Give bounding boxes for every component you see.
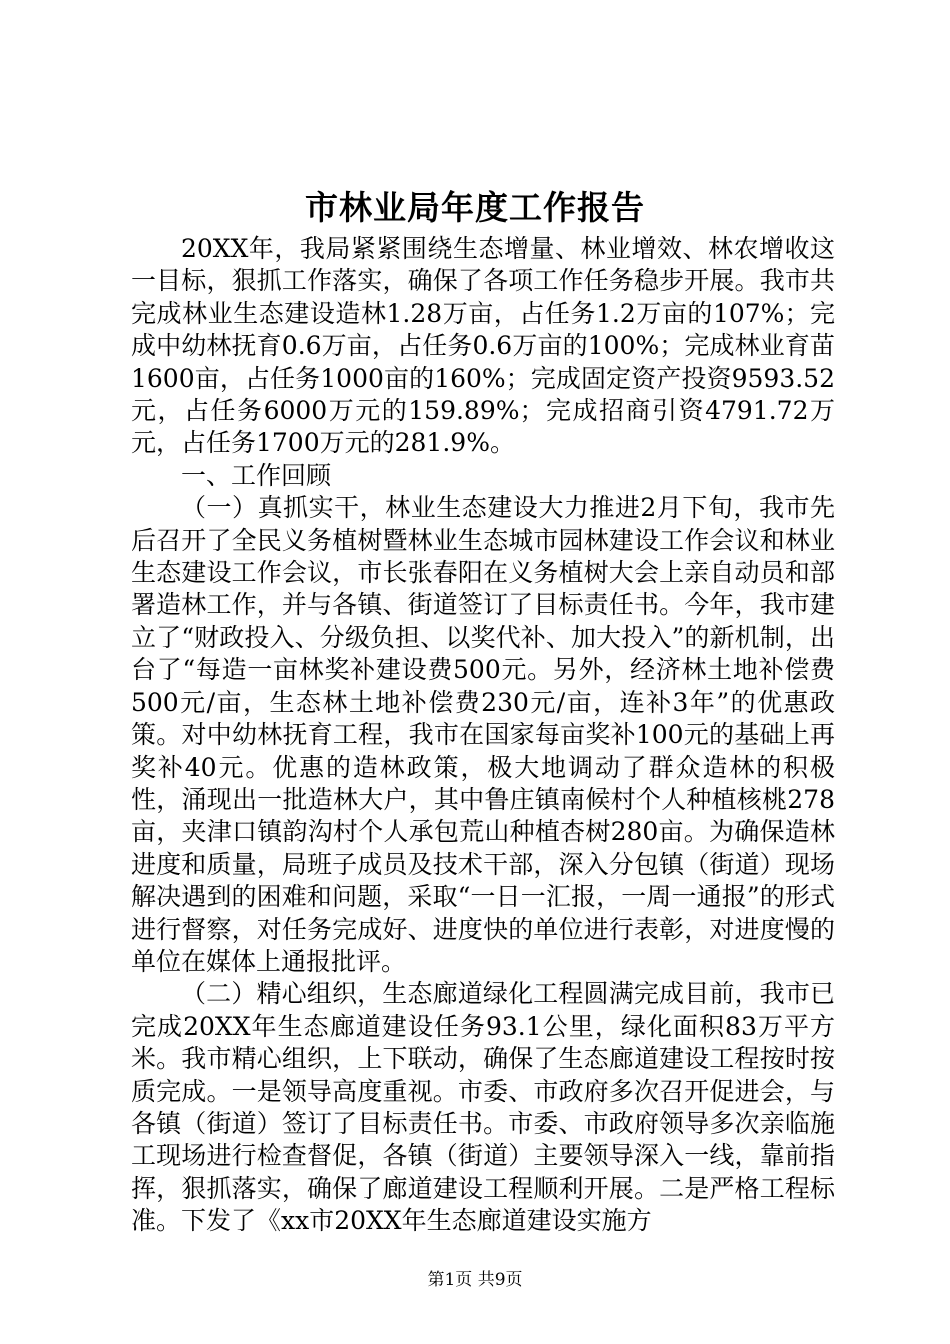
page-footer: 第1页 共9页	[427, 1270, 523, 1290]
document-title: 市林业局年度工作报告	[305, 188, 645, 227]
document-body	[131, 233, 835, 1238]
section-heading: 一、工作回顾	[181, 460, 332, 490]
section-1-paragraph: （一）真抓实干，林业生态建设大力推进2月下旬，我市先后召开了全民义务植树暨林业生态城市园林建设工作会议和林业生态建设工作会议，市长张春阳在义务植树大会上亲自动员和部署造林工作，并与各镇、街道签订了目标责任书。今年，我市建立了“财政投入、分级负担、以奖代补、加大投入”的新机制，出台了“每造一亩林奖补建设费500元。另外，经济林土地补偿费500元/亩，生态林土地补偿费230元/亩，连补3年”的优惠政策。对中幼林抚育工程，我市在国家每亩奖补100元的基础上再奖补40元。优惠的造林政策，极大地调动了群众造林的积极性，涌现出一批造林大户，其中鲁庄镇南候村个人种植核桃278亩，夹津口镇韵沟村个人承包荒山种植杏树280亩。为确保造林进度和质量，局班子成员及技术干部，深入分包镇（街道）现场解决遇到的困难和问题，采取“一日一汇报，一周一通报”的形式进行督察，对任务完成好、进度快的单位进行表彰，对进度慢的单位在媒体上通报批评。	[131, 493, 835, 976]
section-2-paragraph: （二）精心组织，生态廊道绿化工程圆满完成目前，我市已完成20XX年生态廊道建设任务93.1公里，绿化面积83万平方米。我市精心组织，上下联动，确保了生态廊道建设工程按时按质完成。一是领导高度重视。市委、市政府多次召开促进会，与各镇（街道）签订了目标责任书。市委、市政府领导多次亲临施工现场进行检查督促，各镇（街道）主要领导深入一线，靠前指挥，狠抓落实，确保了廊道建设工程顺利开展。二是严格工程标准。下发了《xx市20XX年生态廊道建设实施方	[131, 979, 835, 1236]
intro-paragraph: 20XX年，我局紧紧围绕生态增量、林业增效、林农增收这一目标，狠抓工作落实，确保了各项工作任务稳步开展。我市共完成林业生态建设造林1.28万亩，占任务1.2万亩的107%；完成中幼林抚育0.6万亩，占任务0.6万亩的100%；完成林业育苗1600亩，占任务1000亩的160%；完成固定资产投资9593.52元，占任务6000万元的159.89%；完成招商引资4791.72万元，占任务1700万元的281.9%。	[131, 234, 835, 458]
